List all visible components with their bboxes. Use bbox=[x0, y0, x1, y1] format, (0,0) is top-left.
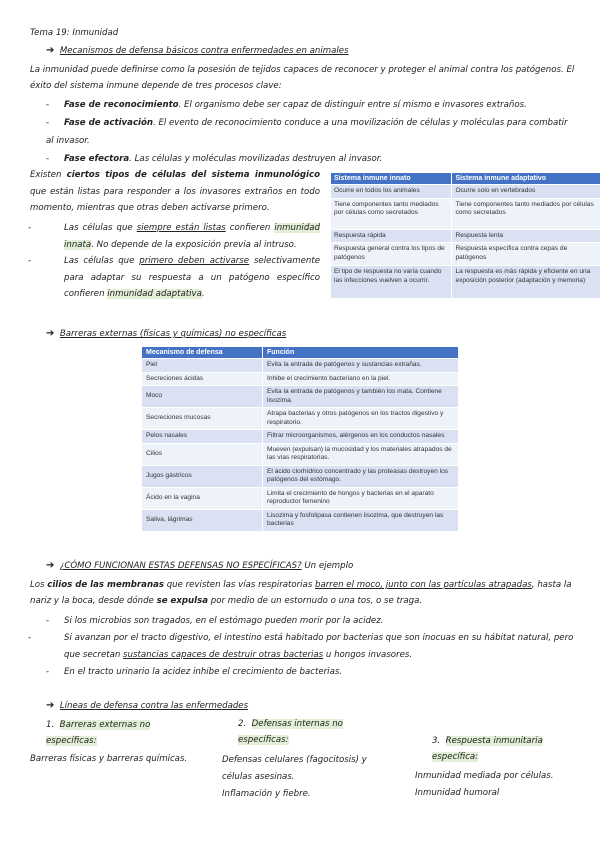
arrow-icon: ➔ bbox=[46, 560, 55, 571]
arrow-icon: ➔ bbox=[46, 700, 55, 711]
section2-paragraph: Existen ciertos tipos de células del sistema inmunológico que están listas para responder a los invasores extraños en todo momento, mientras que otras deben activarse primero. bbox=[30, 170, 320, 213]
table-row: Secreciones ácidas Inhibe el crecimiento bacteriano en la piel. bbox=[142, 372, 459, 386]
section3-heading: Barreras externas (físicas y químicas) no específicas bbox=[59, 329, 287, 339]
immune-comparison-table bbox=[330, 172, 600, 299]
table-row: Respuesta general contra los tipos de patógenos Respuesta específica contra cepas de patógenos bbox=[331, 243, 600, 266]
table-header: Sistema inmune adaptativo bbox=[452, 173, 600, 185]
table-row: Secreciones mucosas Atrapa bacterias y otros patógenos en los tractos digestivo y respiratorio. bbox=[142, 408, 459, 430]
section3-heading-row bbox=[46, 326, 286, 342]
section4-paragraph: Los cilios de las membranas que revisten las vías respiratorias barren el moco, junto con las partículas atrapadas, hasta la nariz y la boca, desde dónde se expulsa por medio de un estornudo o una tos, o se traga. bbox=[30, 580, 572, 606]
table-header: Sistema inmune innato bbox=[331, 173, 452, 185]
list-item: - Si los microbios son tragados, en el estómago pueden morir por la acidez. bbox=[46, 616, 384, 626]
defense-line-1: 1. Barreras externas no específicas: bbox=[46, 720, 151, 746]
defense-line-3-detail: Inmunidad mediada por células. Inmunidad humoral bbox=[415, 771, 554, 798]
defense-line-2-detail: Defensas celulares (fagocitosis) y células asesinas. Inflamación y fiebre. bbox=[222, 755, 367, 799]
arrow-icon: ➔ bbox=[46, 45, 55, 56]
table-header: Mecanismo de defensa bbox=[142, 347, 263, 359]
list-item: - Las células que siempre están listas confieren inmunidad innata. No depende de la exposición previa al intruso. bbox=[28, 223, 320, 250]
table-row: El tipo de respuesta no varía cuando las infecciones vuelven a ocurrir. La respuesta es más rápida y eficiente en una exposición posterior (adaptación y memoria) bbox=[331, 266, 600, 299]
table-row: Ácido en la vagina Limita el crecimiento de hongos y bacterias en el aparato reproductor femenino bbox=[142, 487, 459, 509]
list-item: - Si avanzan por el tracto digestivo, el intestino está habitado por bacterias que son inocuas en su hábitat natural, pero que secretan sustancias capaces de destruir otras bacterias u hongos invasores. bbox=[28, 633, 574, 660]
section4-heading-row: ➔ ¿CÓMO FUNCIONAN ESTAS DEFENSAS NO ESPECÍFICAS? Un ejemplo bbox=[46, 560, 354, 571]
section4-heading: ¿CÓMO FUNCIONAN ESTAS DEFENSAS NO ESPECÍFICAS? bbox=[59, 561, 302, 571]
table-row: Jugos gástricos El ácido clorhídrico concentrado y las proteasas destruyen los patógenos del estómago. bbox=[142, 465, 459, 487]
section5-heading-row bbox=[46, 698, 248, 714]
section4-list bbox=[28, 613, 576, 681]
list-item: - Fase de activación. El evento de reconocimiento conduce a una movilización de células y moléculas para combatir al invasor. bbox=[46, 118, 568, 146]
page-title: Tema 19: Inmunidad bbox=[30, 28, 119, 38]
list-item: - En el tracto urinario la acidez inhibe el crecimiento de bacterias. bbox=[46, 667, 343, 677]
section1-intro: La inmunidad puede definirse como la posesión de tejidos capaces de reconocer y proteger el animal contra los patógenos. El éxito del sistema inmune depende de tres procesos clave: bbox=[30, 65, 575, 91]
list-item: - Las células que primero deben activarse selectivamente para adaptar su respuesta a un patógeno específico confieren inmunidad adaptativa. bbox=[28, 256, 320, 299]
section1-list bbox=[46, 96, 576, 168]
table-row: Tiene componentes tanto mediados por células como secretados Tiene componentes tanto mediados por células como secretados bbox=[331, 198, 600, 229]
table-row: Ocurre en todos los animales Ocurre solo en vertebrados bbox=[331, 185, 600, 199]
arrow-icon: ➔ bbox=[46, 328, 55, 339]
section5-heading: Líneas de defensa contra las enfermedades bbox=[59, 701, 249, 711]
section1-heading-row bbox=[46, 43, 349, 59]
defense-line-2: 2. Defensas internas no específicas: bbox=[238, 719, 343, 745]
table-row: Cilios Mueven (expulsan) la mucosidad y los materiales atrapados de las vías respiratorias. bbox=[142, 443, 459, 465]
table-row: Saliva, lágrimas Lisozima y fosfolipasa contienen lisozima, que destruyen las bacterias bbox=[142, 509, 459, 531]
table-row: Piel Evita la entrada de patógenos y sustancias extrañas. bbox=[142, 359, 459, 373]
list-item: - Fase de reconocimiento. El organismo debe ser capaz de distinguir entre sí mismo e invasores extraños. bbox=[46, 100, 527, 110]
table-row: Pelos nasales Filtrar microorganismos, alérgenos en los conductos nasales bbox=[142, 430, 459, 444]
list-item: - Fase efectora. Las células y moléculas movilizadas destruyen al invasor. bbox=[46, 154, 383, 164]
section1-heading: Mecanismos de defensa básicos contra enfermedades en animales bbox=[59, 46, 349, 56]
section2-list bbox=[28, 220, 320, 303]
table-row: Moco Evita la entrada de patógenos y también los mata. Contiene lisozima. bbox=[142, 386, 459, 408]
defense-line-1-detail: Barreras físicas y barreras químicas. bbox=[30, 754, 188, 764]
defense-line-3: 3. Respuesta inmunitaria específica: bbox=[432, 736, 543, 762]
barriers-table bbox=[141, 346, 459, 532]
table-row: Respuesta rápida Respuesta lenta bbox=[331, 229, 600, 243]
table-header: Función bbox=[263, 347, 459, 359]
